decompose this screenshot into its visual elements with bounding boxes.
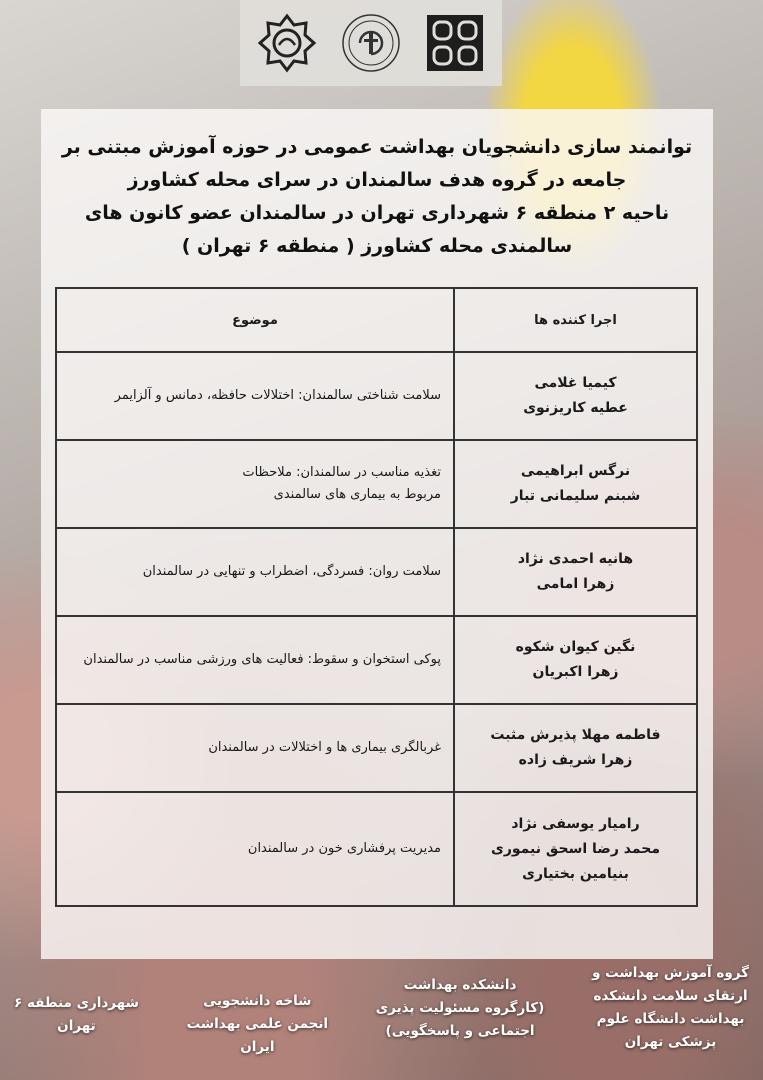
executor-name: زهرا شریف زاده: [518, 752, 633, 768]
executors-cell: [454, 616, 697, 704]
table-row: [56, 792, 697, 906]
logo-strip: [240, 0, 502, 86]
executor-name: فاطمه مهلا پذیرش مثبت: [490, 727, 661, 743]
title-line: سالمندی محله کشاورز ( منطقه ۶ تهران ): [181, 235, 573, 257]
footer-line: دانشکده بهداشت: [403, 977, 517, 993]
executor-name: هانیه احمدی نژاد: [517, 551, 634, 567]
executor-name: نرگس ابراهیمی: [520, 463, 631, 479]
footer-line: (کارگروه مسئولیت پذیری: [375, 1000, 545, 1016]
footer-org-health-education-dept: [592, 962, 749, 1054]
footer-organizations: [0, 962, 763, 1072]
executors-cell: [454, 528, 697, 616]
topic-cell: غربالگری بیماری ها و اختلالات در سالمندان: [56, 704, 454, 792]
tums-university-logo: [424, 12, 486, 74]
tehran-municipality-logo: [256, 12, 318, 74]
table-row: [56, 616, 697, 704]
footer-line: پزشکی تهران: [624, 1034, 717, 1050]
executor-name: زهرا امامی: [536, 576, 615, 592]
executor-name: شبنم سلیمانی تبار: [510, 488, 641, 504]
footer-line: تهران: [57, 1018, 96, 1034]
topic-cell: سلامت روان: فسردگی، اضطراب و تنهایی در سالمندان: [56, 528, 454, 616]
table-row: [56, 528, 697, 616]
title-line: توانمند سازی دانشجویان بهداشت عمومی در حوزه آموزش مبتنی بر: [61, 136, 693, 158]
table-row: [56, 352, 697, 440]
content-panel: [41, 109, 713, 959]
executor-name: زهرا اکبریان: [532, 664, 619, 680]
executor-name: بنیامین بختیاری: [522, 865, 629, 882]
footer-org-school-of-health: [376, 974, 545, 1043]
title-line: ناحیه ۲ منطقه ۶ شهرداری تهران در سالمندان عضو کانون های: [84, 202, 670, 224]
footer-line: اجتماعی و پاسخگویی): [385, 1023, 535, 1039]
footer-line: بهداشت دانشگاه علوم: [596, 1011, 745, 1027]
executor-name: محمد رضا اسحق نیموری: [491, 840, 660, 857]
executor-name: عطیه کاریزنوی: [523, 400, 628, 416]
sessions-table: [55, 287, 698, 907]
executor-name: کیمیا غلامی: [534, 375, 617, 391]
header-executors: اجرا کننده ها: [454, 288, 697, 352]
footer-line: شهرداری منطقه ۶: [14, 995, 139, 1011]
executors-cell: [454, 792, 697, 906]
executors-cell: [454, 704, 697, 792]
table-row: [56, 440, 697, 528]
topic-cell: سلامت شناختی سالمندان: اختلالات حافظه، دمانس و آلزایمر: [56, 352, 454, 440]
footer-org-municipality: [14, 992, 139, 1038]
footer-line: ایران: [240, 1039, 275, 1055]
header-topic: موضوع: [56, 288, 454, 352]
executor-name: نگین کیوان شکوه: [515, 639, 636, 655]
footer-line: شاخه دانشجویی: [203, 993, 312, 1009]
footer-line: ارتقای سلامت دانشکده: [593, 988, 748, 1004]
topic-cell: پوکی استخوان و سقوط: فعالیت های ورزشی مناسب در سالمندان: [56, 616, 454, 704]
title-line: جامعه در گروه هدف سالمندان در سرای محله کشاورز: [127, 169, 627, 191]
executors-cell: [454, 352, 697, 440]
public-health-association-logo: [340, 12, 402, 74]
footer-line: انجمن علمی بهداشت: [186, 1016, 329, 1032]
footer-org-student-branch: [187, 990, 328, 1059]
executor-name: رامیار یوسفی نژاد: [511, 815, 640, 832]
topic-cell: تغذیه مناسب در سالمندان: ملاحظات مربوط به بیماری های سالمندی: [56, 440, 454, 528]
table-row: [56, 704, 697, 792]
topic-cell: مدیریت پرفشاری خون در سالمندان: [56, 792, 454, 906]
footer-line: گروه آموزش بهداشت و: [592, 965, 749, 981]
table-header-row: [56, 288, 697, 352]
executors-cell: [454, 440, 697, 528]
page-title: [41, 131, 713, 263]
